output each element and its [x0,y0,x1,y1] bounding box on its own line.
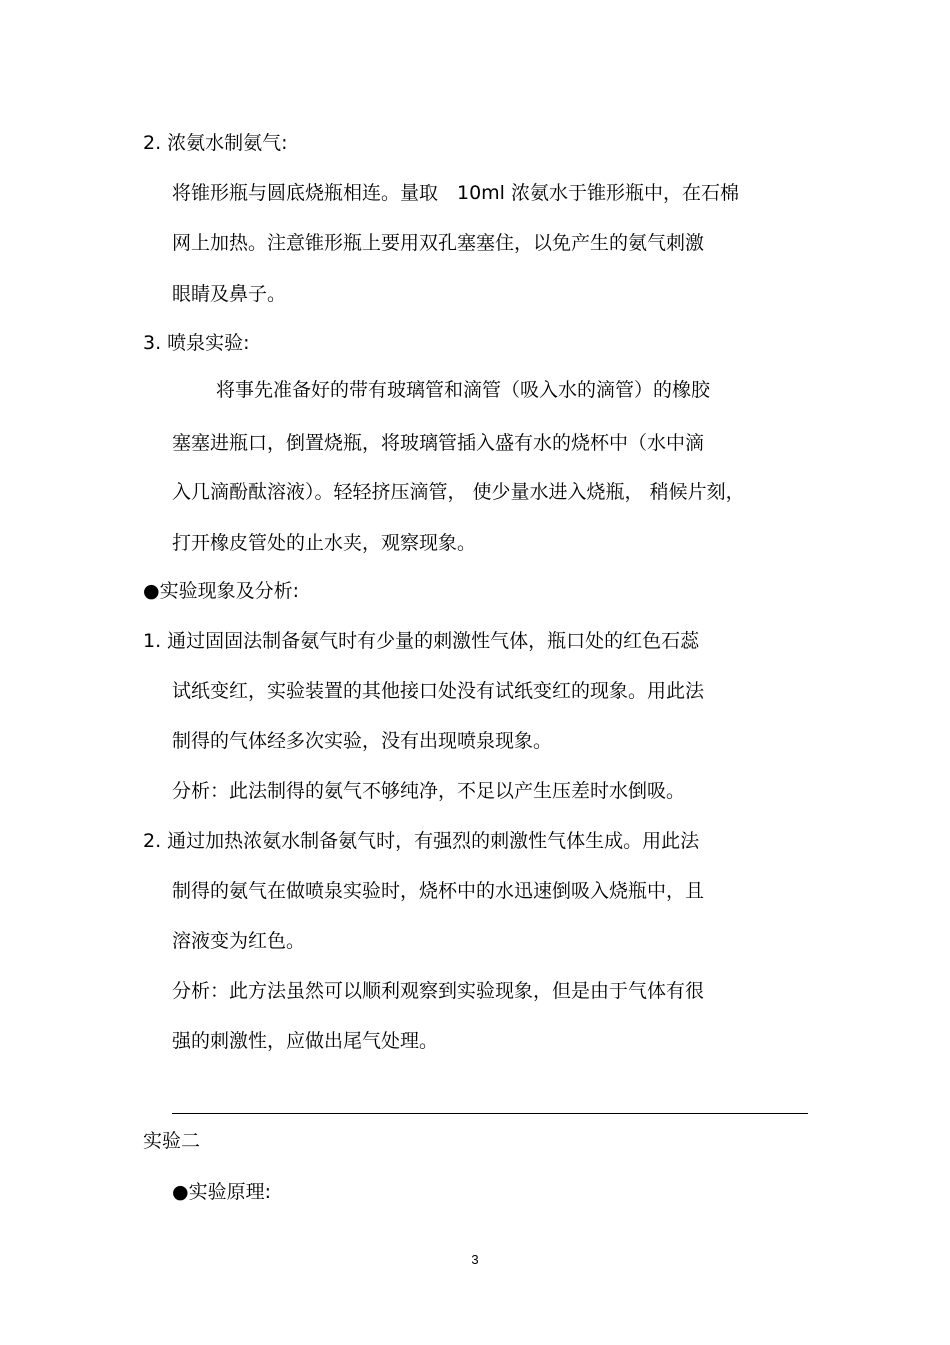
horizontal-divider [172,1113,808,1114]
analysis-line: 强的刺激性，应做出尾气处理。 [172,1030,439,1052]
list-item-line: 制得的氨气在做喷泉实验时，烧杯中的水迅速倒吸入烧瓶中，且 [172,880,705,902]
phenomena-heading: ●实验现象及分析: [143,580,299,602]
experiment2-title: 实验二 [143,1130,201,1152]
paragraph-line: 入几滴酚酞溶液）。轻轻挤压滴管， 使少量水进入烧瓶， 稍候片刻， [172,481,745,503]
section-heading-ammonia-water: 2. 浓氨水制氨气: [143,132,288,154]
paragraph-line: 网上加热。注意锥形瓶上要用双孔塞塞住，以免产生的氨气刺激 [172,232,705,254]
paragraph-line: 塞塞进瓶口，倒置烧瓶，将玻璃管插入盛有水的烧杯中（水中滴 [172,432,705,454]
list-item-line: 溶液变为红色。 [172,930,306,952]
paragraph-line: 打开橡皮管处的止水夹，观察现象。 [172,532,477,554]
analysis-line: 分析：此法制得的氨气不够纯净，不足以产生压差时水倒吸。 [172,780,686,802]
list-item-line: 2. 通过加热浓氨水制备氨气时，有强烈的刺激性气体生成。用此法 [143,830,700,852]
list-item-line: 1. 通过固固法制备氨气时有少量的刺激性气体，瓶口处的红色石蕊 [143,630,700,652]
paragraph-line: 将锥形瓶与圆底烧瓶相连。量取 10ml 浓氨水于锥形瓶中，在石棉 [172,182,740,204]
principle-heading: ●实验原理: [172,1181,271,1203]
section-heading-fountain: 3. 喷泉实验: [143,332,250,354]
paragraph-line: 将事先准备好的带有玻璃管和滴管（吸入水的滴管）的橡胶 [216,379,711,401]
list-item-line: 制得的气体经多次实验，没有出现喷泉现象。 [172,730,553,752]
analysis-line: 分析：此方法虽然可以顺利观察到实验现象，但是由于气体有很 [172,980,705,1002]
page-number: 3 [471,1252,479,1267]
list-item-line: 试纸变红，实验装置的其他接口处没有试纸变红的现象。用此法 [172,680,705,702]
paragraph-line: 眼睛及鼻子。 [172,283,287,305]
